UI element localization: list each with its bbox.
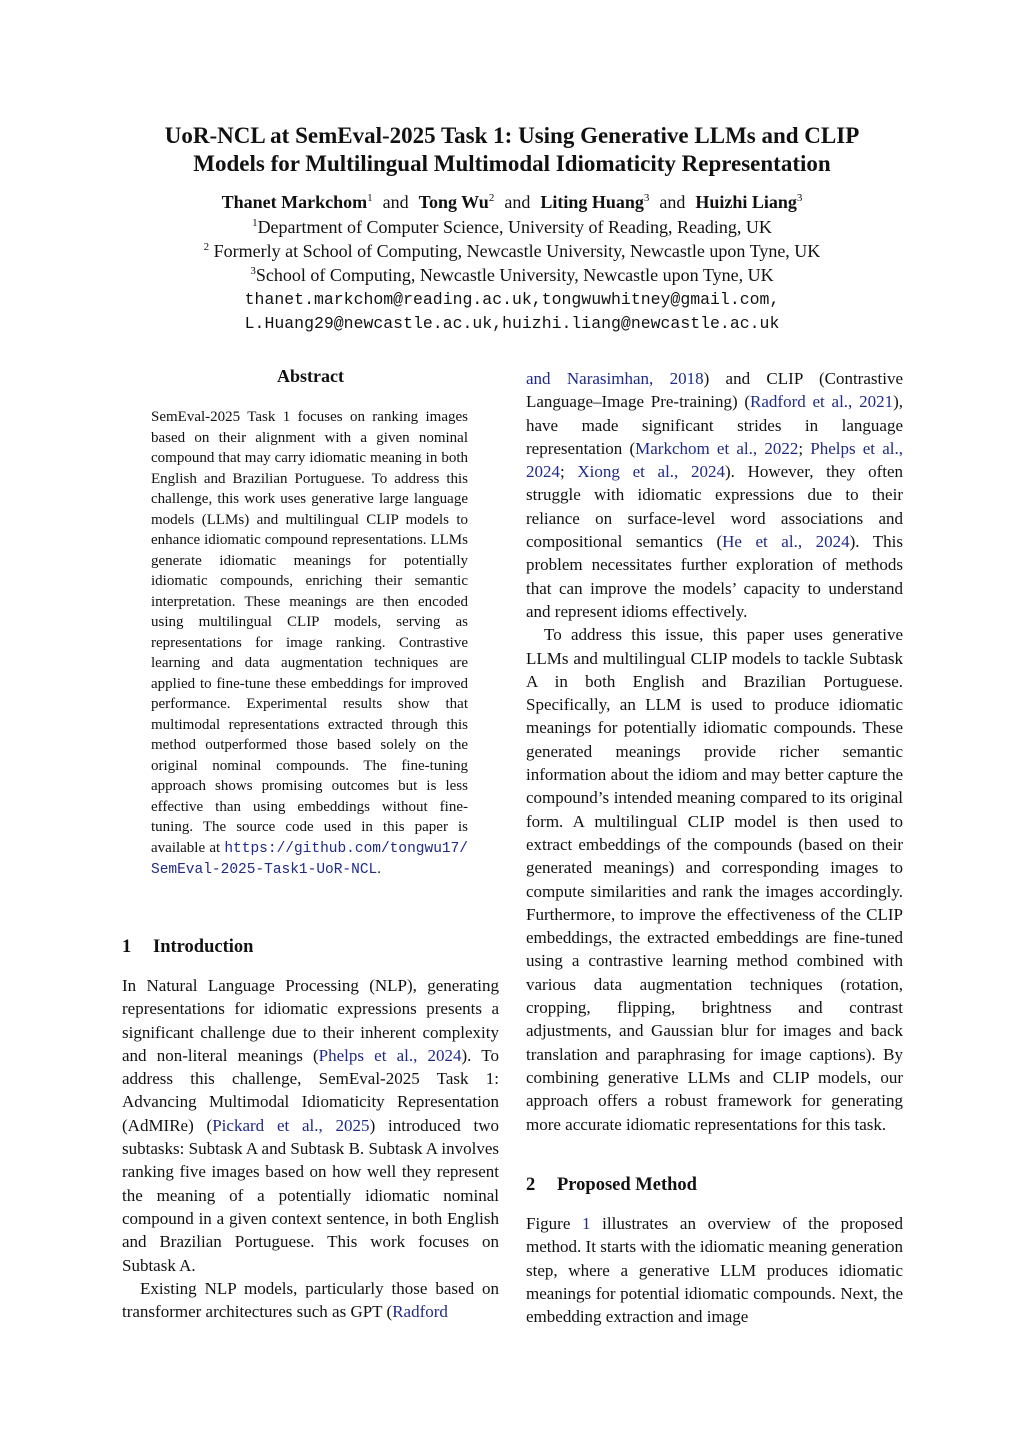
text-span: ). This problem necessitates further exploration of methods that can improve the models’ capacity to understand and represent idioms effectively. [526,532,903,621]
author-1: Thanet Markchom [221,192,368,212]
intro-paragraph-2-cont [526,367,903,623]
author-1-affil: 1 [367,192,373,204]
title-line-1: UoR-NCL at SemEval-2025 Task 1: Using Generative LLMs and CLIP [164,123,860,148]
affiliation-1-number: 1 [252,217,258,229]
email-line-1[interactable]: thanet.markchom@reading.ac.uk,tongwuwhitney@gmail.com, [244,290,780,309]
author-list [0,190,1024,215]
citation-link[interactable]: Phelps et al., 2024 [526,438,903,482]
section-number: 1 [122,937,132,957]
method-paragraph-1 [526,1212,903,1328]
text-span: ), have made significant strides in language representation ( [526,392,903,458]
intro-right-column [526,367,903,1136]
text-span: Figure [526,1214,583,1233]
author-2-affil: 2 [488,192,495,204]
intro-paragraph-3: To address this issue, this paper uses generative LLMs and multilingual CLIP models to tackle Subtask A in both English and Brazilian Portuguese. Specifically, an LLM is used to produce idiomatic meanings for potentially idiomatic compounds. These generated meanings provide richer semantic information about the idiom and may better capture the compound’s intended meaning compared to its original form. A multilingual CLIP model is then used to extract embeddings of the compounds (based on their generated meanings) and corresponding images to compute similarities and rank the images accordingly. Furthermore, to improve the effectiveness of the CLIP embeddings, the extracted embeddings are fine-tuned using a contrastive learning method combined with various data augmentation techniques (rotation, cropping, flipping, brightness and contrast adjustments, and Gaussian blur for images and back translation and paraphrasing for image captions). By combining generative LLMs and CLIP models, our approach offers a robust framework for generating more accurate idiomatic representations for this task. [526,625,903,1134]
abstract-body [151,407,468,881]
section-title: Introduction [153,937,254,957]
section-number: 2 [526,1175,536,1195]
paper-title [0,122,1024,178]
section-2-heading [526,1175,697,1196]
citation-link[interactable]: Markchom et al., 2022 [635,438,799,458]
author-4: Huizhi Liang [695,192,797,212]
text-span: ; [560,462,578,482]
title-line-2: Models for Multilingual Multimodal Idiomaticity Representation [193,151,831,176]
abstract-heading: Abstract [277,366,344,386]
text-span: illustrates an overview of the proposed method. It starts with the idiomatic meaning generation step, where a generative LLM produces idiomatic meanings for potential idiomatic compounds. Next, the embedding extraction and image [526,1214,903,1327]
citation-link[interactable]: Xiong et al., 2024 [577,462,725,482]
author-separator: and [382,192,409,212]
affiliation-1 [0,215,1024,239]
text-span: ). However, they often struggle with idiomatic expressions due to their reliance on surface-level word associations and compositional semantics ( [526,462,903,552]
text-span: In Natural Language Processing (NLP), generating representations for idiomatic expressions presents a significant challenge due to their inherent complexity and non-literal meanings ( [122,976,499,1065]
citation-link[interactable]: Pickard et al., 2025 [212,1115,370,1135]
section-1-heading [122,937,253,958]
email-line-2[interactable]: L.Huang29@newcastle.ac.uk,huizhi.liang@newcastle.ac.uk [244,314,780,333]
intro-paragraph-1 [122,974,499,1277]
author-2: Tong Wu [418,192,489,212]
affiliation-3 [0,263,1024,287]
affiliation-2-number: 2 [203,241,210,253]
intro-left-column [122,974,499,1323]
citation-link[interactable]: He et al., 2024 [722,532,850,552]
author-separator: and [504,192,531,212]
text-span: ). To address this challenge, SemEval-2025 Task 1: Advancing Multimodal Idiomaticity Representation (AdMIRe) ( [122,1045,499,1135]
text-span: ; [798,438,811,458]
abstract-text: SemEval-2025 Task 1 focuses on ranking images based on their alignment with a given nominal compound that may carry idiomatic meaning in both English and Brazilian Portuguese. To address this challenge, this work uses generative large language models (LLMs) and multilingual CLIP models to enhance idiomatic compound representations. LLMs generate idiomatic meanings for potentially idiomatic compounds, enriching their semantic interpretation. These meanings are then encoded using multilingual CLIP models, serving as representations for image ranking. Contrastive learning and data augmentation techniques are applied to fine-tune these embeddings for improved performance. Experimental results show that multimodal representations extracted through this method outperformed those based solely on the original nominal compounds. The fine-tuning approach shows promising outcomes but is less effective than using embeddings without fine-tuning. The source code used in this paper is available at [151,409,468,856]
author-3-affil: 3 [643,192,650,204]
text-span: ) introduced two subtasks: Subtask A and Subtask B. Subtask A involves ranking five images based on how well they represent the meaning of a potentially idiomatic nominal compound in a given context sentence, in both English and Brazilian Portuguese. This work focuses on Subtask A. [122,1115,500,1275]
text-span: Existing NLP models, particularly those based on transformer architectures such as GPT ( [122,1278,499,1322]
method-paragraph [526,1212,903,1328]
author-4-affil: 3 [796,192,803,204]
author-separator: and [659,192,686,212]
affiliation-2-text: Formerly at School of Computing, Newcastle University, Newcastle upon Tyne, UK [213,241,821,261]
citation-link[interactable]: Phelps et al., 2024 [318,1045,462,1065]
affiliation-2 [0,239,1024,263]
intro-paragraph-2-start [122,1277,499,1324]
affiliation-1-text: Department of Computer Science, University of Reading, Reading, UK [257,217,772,237]
affiliation-3-text: School of Computing, Newcastle University, Newcastle upon Tyne, UK [255,265,774,285]
figure-ref-link[interactable]: 1 [582,1214,591,1233]
citation-link[interactable]: Radford et al., 2021 [750,392,894,412]
section-title: Proposed Method [557,1175,697,1195]
citation-link[interactable]: Radford [392,1302,448,1322]
text-span: ) and CLIP (Contrastive Language–Image Pre-training) ( [526,369,903,412]
affiliation-3-number: 3 [250,265,256,277]
author-3: Liting Huang [540,192,644,212]
abstract-end: . [377,861,381,877]
source-code-link[interactable]: https://github.com/tongwu17/SemEval-2025-Task1-UoR-NCL [151,840,468,878]
citation-link[interactable]: and Narasimhan, 2018 [526,369,704,388]
